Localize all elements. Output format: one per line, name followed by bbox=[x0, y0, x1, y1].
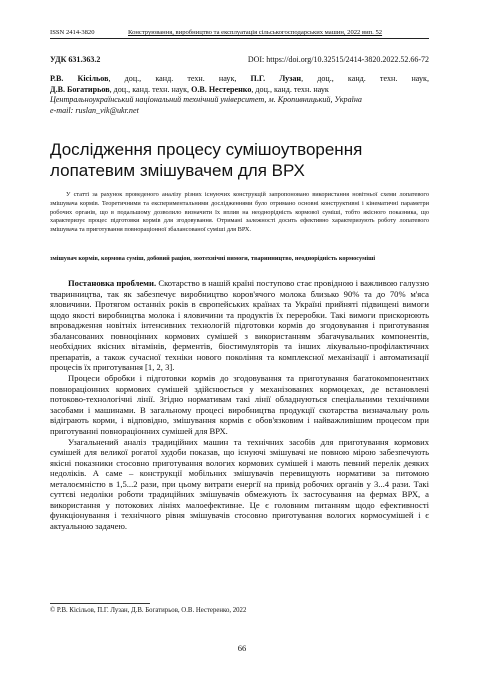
running-header bbox=[50, 29, 429, 39]
doi-link[interactable]: DOI: https://doi.org/10.32515/2414-3820.2022.52.66-72 bbox=[247, 55, 429, 64]
abstract: У статті за рахунок проведеного аналізу різних існуючих конструкцій запропоновано використання новітньої схеми лопатевого змішувача кормів. Теоретичними та експериментальними дослідженнями було отримано основні конструктивні і кінематичні параметри робочих органів, що в подальшому дозволило визначити їх вплив на неоднорідність кормової суміші, тобто якісного показника, що характеризує процес підготовки кормів для згодовування. Отримані залежності досить ефективно характеризують роботу лопатевого змішувача та приготування повнораціонної збалансованої суміші для ВРХ. bbox=[50, 191, 429, 234]
author-name: Д.В. Богатирьов bbox=[50, 84, 110, 94]
authors-line-2 bbox=[50, 85, 429, 96]
article-body bbox=[50, 278, 429, 532]
keywords: змішувач кормів, кормова суміш, добовий раціон, зоотехнічні вимоги, тваринництво, неоднорідність кормосуміші bbox=[50, 255, 376, 262]
author-credentials: , доц., канд. техн. наук, bbox=[109, 84, 192, 94]
udk-doi-row bbox=[50, 55, 429, 65]
body-paragraph: Процеси обробки і підготовки кормів до згодовування та приготування багатокомпонентних повнораціонних кормових сумішей здійснюється у механізованих кормоцехах, де встановлені потоково-технологічні лінії. Згідно нормативам такі лінії обладнуються спеціальними технічними засобами і машинами. В загальному процесі виробництва продукції скотарства визначальну роль відіграють корми, і відповідно, змішування кормів є обов'язковим і найважливішим процесом при приготуванні повнораціонних сумішей для ВРХ. bbox=[50, 373, 429, 436]
footnote-rule bbox=[50, 603, 150, 604]
author-credentials: , доц., канд. техн. наук, bbox=[301, 74, 429, 83]
body-paragraph: Узагальнений аналіз традиційних машин та технічних засобів для приготування кормових сумішей для великої рогатої худоби показав, що існуючі змішувачі не повною мірою забезпечують якісні показники стосовно приготування вологих кормових сумішей і мають певний перелік деяких недоліків. А саме – конструкції мобільних змішувачів перевищують нормативи за питомою металоємністю в 1,5...2 рази, при цьому витрати енергії на привід робочих органів у 3...4 рази. Такі суттєві недоліки роботи традиційних змішувачів обмежують їх застосування на фермах ВРХ, а використання у потокових лініях малоефективне. Це є головним питанням щодо ефективності функціонування і технічного рівня змішувачів стосовно приготування вологих кормосумішей і є актуальною задачею. bbox=[50, 436, 429, 531]
authors-line-1 bbox=[50, 74, 429, 85]
author-email[interactable]: e-mail: ruslan_vik@ukr.net bbox=[50, 105, 139, 115]
author-name: П.Г. Лузан bbox=[250, 74, 302, 83]
issn-label: ISSN 2414-3820 bbox=[50, 29, 95, 36]
author-credentials: , доц., канд. техн. наук, bbox=[108, 74, 251, 83]
article-title: Дослідження процесу сумішоутворення лопатевим змішувачем для ВРХ bbox=[50, 140, 363, 180]
author-block bbox=[50, 74, 429, 116]
author-name: О.В. Нестеренко bbox=[191, 84, 252, 94]
author-credentials: , доц., канд. техн. наук bbox=[251, 84, 329, 94]
affiliation: Центральноукраїнський національний технічний університет, м. Кропивницький, Україна bbox=[50, 95, 362, 104]
page-number: 66 bbox=[237, 643, 247, 653]
running-title: Конструювання, виробництво та експлуатація сільськогосподарських машин, 2022 вип. 52 bbox=[128, 29, 383, 36]
body-paragraph bbox=[50, 278, 429, 373]
udk-code: УДК 631.363.2 bbox=[50, 55, 101, 64]
author-name: Р.В. Кісільов bbox=[50, 74, 109, 83]
copyright-footnote: © Р.В. Кісільов, П.Г. Лузан, Д.В. Богатирьов, О.В. Нестеренко, 2022 bbox=[50, 607, 247, 614]
section-heading: Постановка проблеми. bbox=[68, 278, 157, 288]
paragraph-text: Скотарство в нашій країні поступово стає провідною і важливою галуззю тваринництва, так як забезпечує виробництво коров'ячого молока близько 90% та до 70% м'яса яловичини. Протягом останніх років в європейських країнах та Україні прийняті підвищені вимоги щодо якості виробництва молока і яловичини та продуктів їх переробки. Такі вимоги прискорюють впровадження новітніх інтенсивних технологій підготовки кормів до згодовування і приготування збалансованих повноцінних кормових сумішей з використанням збагачувальних компонентів, необхідних якісних вітамінів, ферментів, біостимуляторів та інших лікувально-профілактичних препаратів, а також сучасної техніки нового покоління та комплексної механізації і автоматизації процесів їх приготування [1, 2, 3]. bbox=[50, 278, 429, 372]
